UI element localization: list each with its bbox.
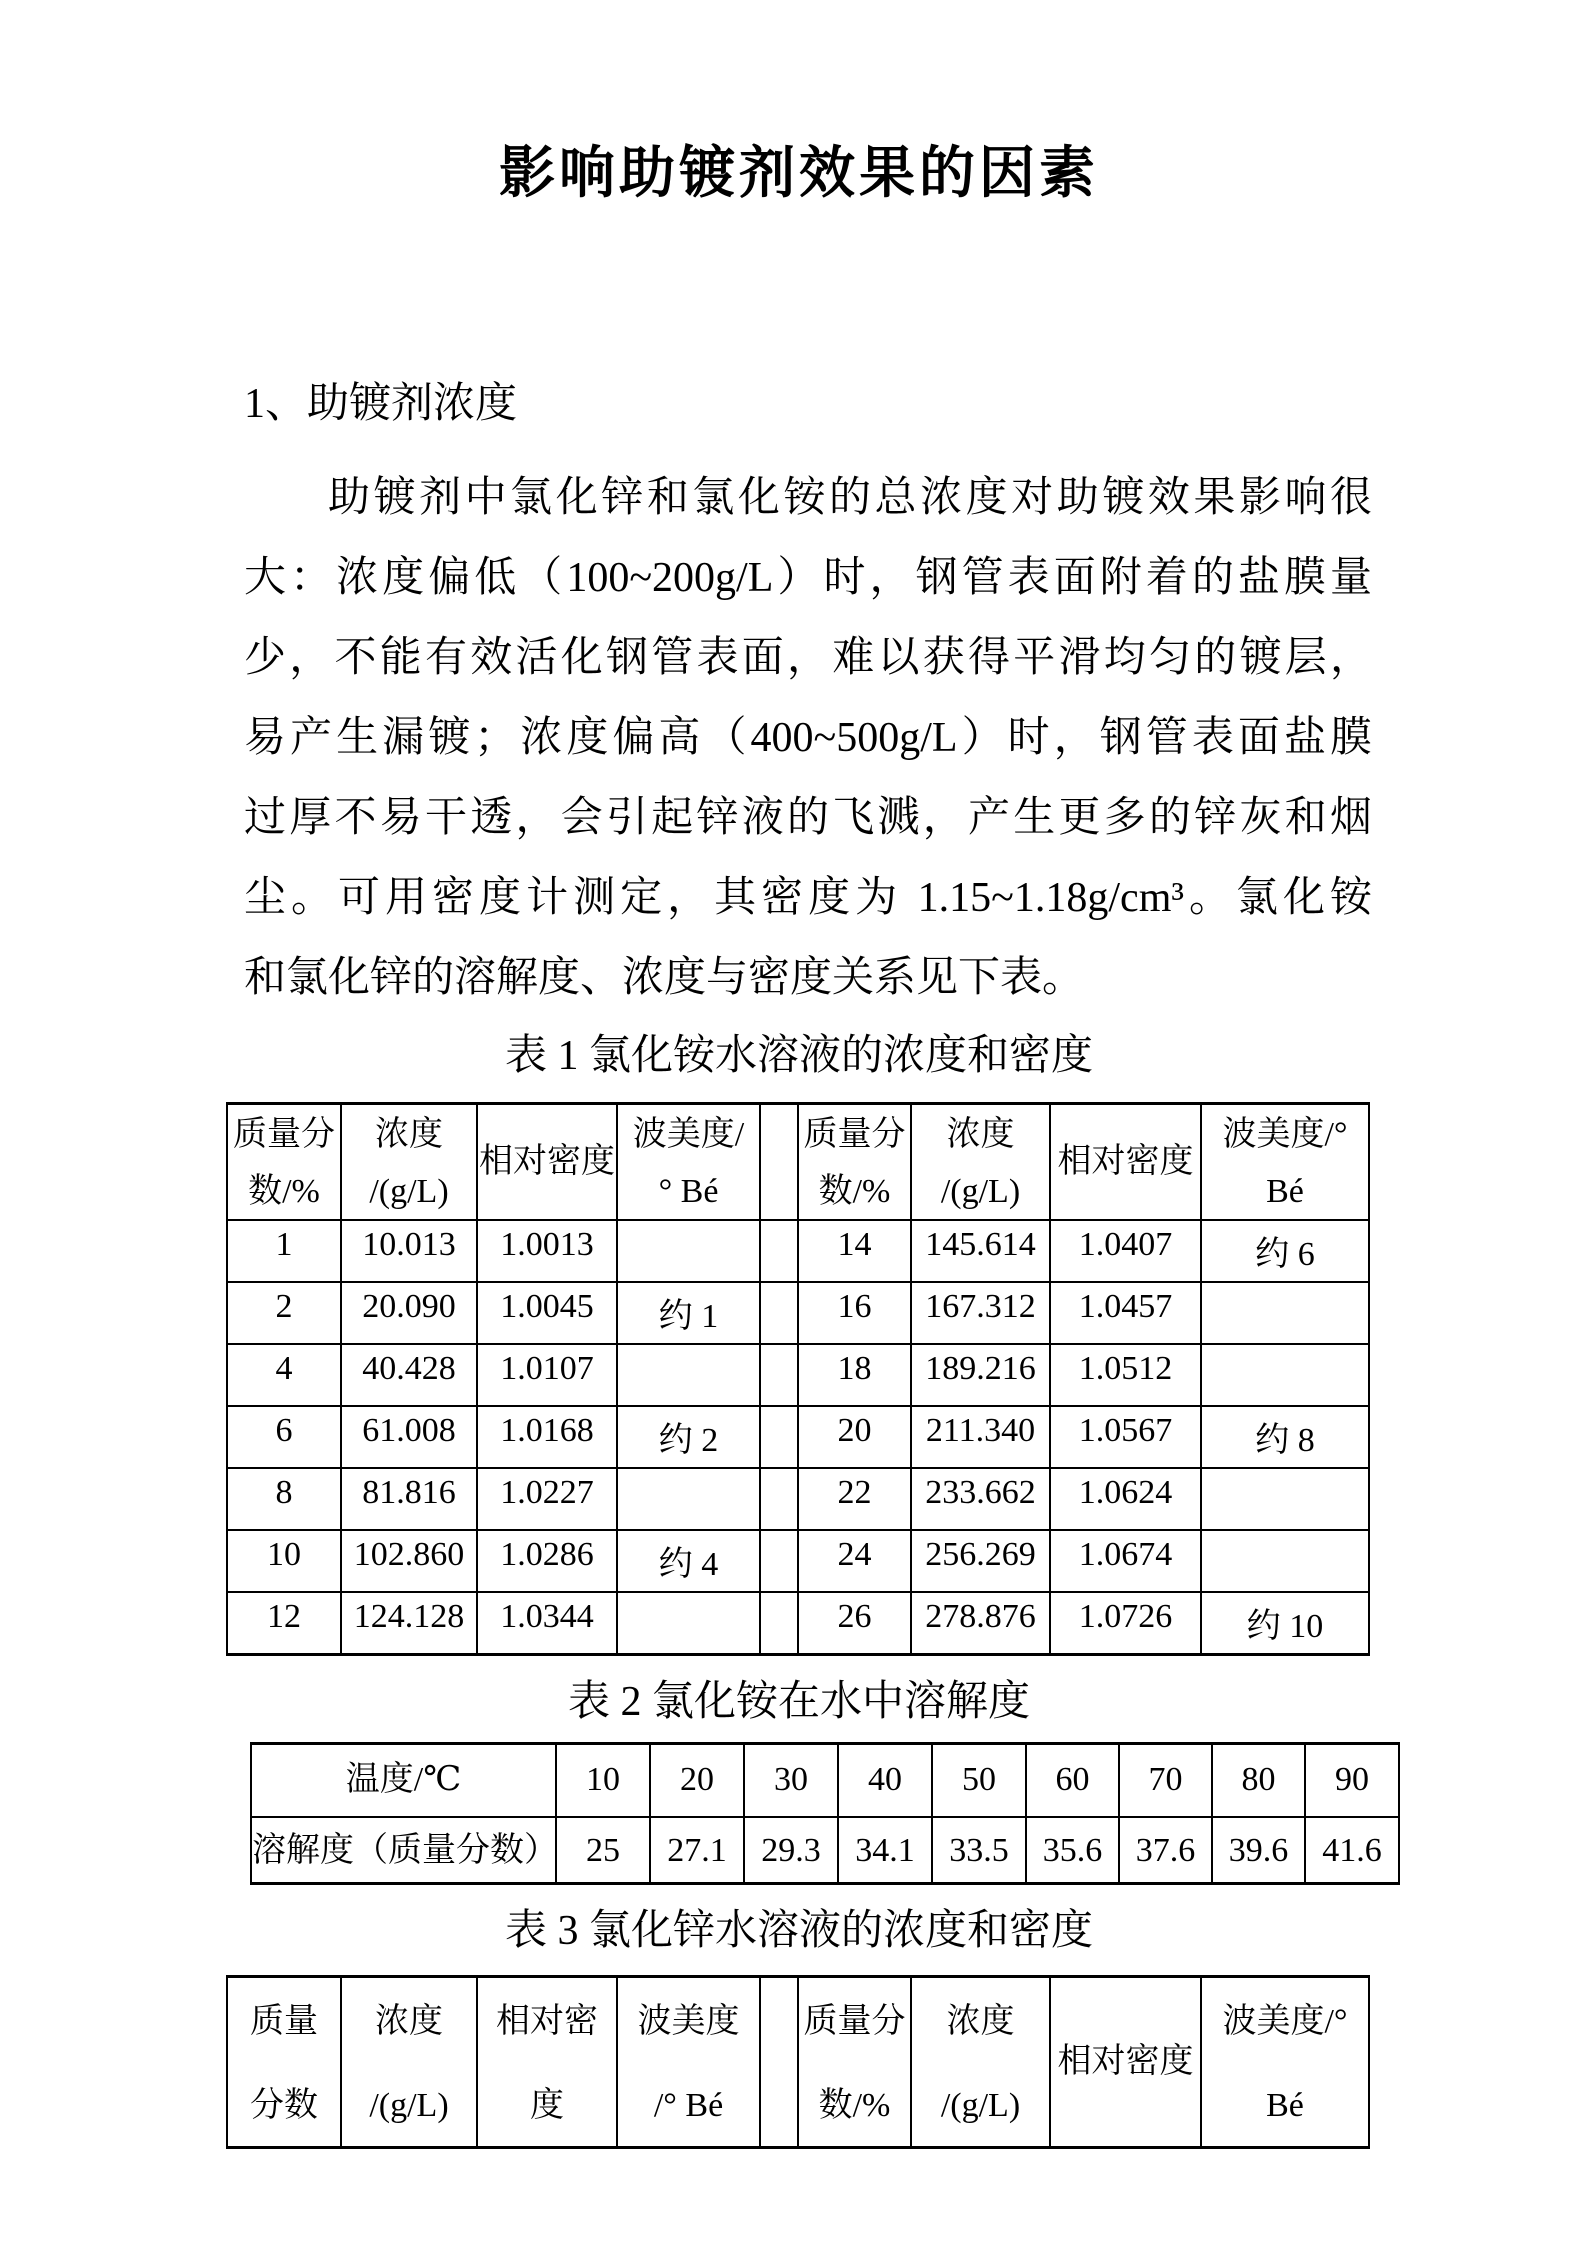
table-cell: 20 xyxy=(798,1406,911,1468)
table-cell: 10 xyxy=(227,1530,341,1592)
table-cell: 189.216 xyxy=(911,1344,1050,1406)
table-cell: 18 xyxy=(798,1344,911,1406)
table3-header-row xyxy=(227,1976,1369,2147)
table-cell: 61.008 xyxy=(341,1406,477,1468)
table-cell: 39.6 xyxy=(1212,1817,1305,1883)
table-cell: 24 xyxy=(798,1530,911,1592)
paragraph-line: 少，不能有效活化钢管表面，难以获得平滑均匀的镀层， xyxy=(244,635,1372,681)
table-row xyxy=(227,1406,1369,1468)
table-cell: 102.860 xyxy=(341,1530,477,1592)
table-cell: 1.0407 xyxy=(1050,1220,1201,1282)
table-cell: 约 10 xyxy=(1201,1592,1369,1654)
table-header-cell: 浓度 /(g/L) xyxy=(341,1976,477,2147)
table-row xyxy=(227,1592,1369,1654)
table-cell: 124.128 xyxy=(341,1592,477,1654)
table-header-cell: 60 xyxy=(1026,1743,1119,1817)
table-row xyxy=(227,1530,1369,1592)
table-cell xyxy=(617,1468,760,1530)
table2-ammonium-chloride-solubility xyxy=(250,1742,1400,1885)
table-cell: 233.662 xyxy=(911,1468,1050,1530)
table-cell: 4 xyxy=(227,1344,341,1406)
table-cell xyxy=(617,1220,760,1282)
table-cell: 29.3 xyxy=(744,1817,838,1883)
table-cell: 22 xyxy=(798,1468,911,1530)
table-cell: 33.5 xyxy=(932,1817,1026,1883)
table-cell: 34.1 xyxy=(838,1817,932,1883)
table-cell: 10.013 xyxy=(341,1220,477,1282)
table-spacer-cell xyxy=(760,1282,798,1344)
table2-header-row xyxy=(251,1743,1399,1817)
document-content xyxy=(0,138,1587,2149)
body-paragraph xyxy=(226,458,1372,1018)
table-cell: 1.0344 xyxy=(477,1592,617,1654)
table-header-cell: 90 xyxy=(1305,1743,1399,1817)
table-header-cell: 质量分 数/% xyxy=(227,1104,341,1221)
paragraph-line: 和氯化锌的溶解度、浓度与密度关系见下表。 xyxy=(244,955,1085,1001)
table-cell: 25 xyxy=(556,1817,650,1883)
table-cell: 约 1 xyxy=(617,1282,760,1344)
table-cell xyxy=(617,1592,760,1654)
table-cell: 1.0512 xyxy=(1050,1344,1201,1406)
table-header-cell: 温度/℃ xyxy=(251,1743,556,1817)
table1-header-row xyxy=(227,1104,1369,1221)
table-cell: 约 4 xyxy=(617,1530,760,1592)
table-cell: 81.816 xyxy=(341,1468,477,1530)
table-cell: 41.6 xyxy=(1305,1817,1399,1883)
table-header-cell: 相对密 度 xyxy=(477,1976,617,2147)
table-header-cell: 30 xyxy=(744,1743,838,1817)
paragraph-line: 易产生漏镀；浓度偏高（400~500g/L）时，钢管表面盐膜 xyxy=(244,715,1372,761)
table-row xyxy=(227,1282,1369,1344)
table-cell: 约 6 xyxy=(1201,1220,1369,1282)
table-spacer-cell xyxy=(760,1468,798,1530)
table-header-cell: 质量分 数/% xyxy=(798,1104,911,1221)
table-cell xyxy=(1201,1530,1369,1592)
table-cell: 1.0457 xyxy=(1050,1282,1201,1344)
table-header-cell: 40 xyxy=(838,1743,932,1817)
table-cell: 167.312 xyxy=(911,1282,1050,1344)
paragraph-line: 尘。可用密度计测定，其密度为 1.15~1.18g/cm³。氯化铵 xyxy=(244,875,1372,921)
section-heading: 1、助镀剂浓度 xyxy=(244,381,518,427)
table-cell: 1.0045 xyxy=(477,1282,617,1344)
table-header-cell: 波美度/ ° Bé xyxy=(617,1104,760,1221)
table3-zinc-chloride-concentration-density xyxy=(226,1975,1370,2149)
table-header-cell: 浓度 /(g/L) xyxy=(911,1104,1050,1221)
table-header-cell: 70 xyxy=(1119,1743,1212,1817)
table-cell: 1.0674 xyxy=(1050,1530,1201,1592)
table-spacer-cell xyxy=(760,1592,798,1654)
table-cell: 40.428 xyxy=(341,1344,477,1406)
table-cell: 约 8 xyxy=(1201,1406,1369,1468)
table1-caption: 表 1 氯化铵水溶液的浓度和密度 xyxy=(504,1033,1093,1079)
paragraph-line: 过厚不易干透，会引起锌液的飞溅，产生更多的锌灰和烟 xyxy=(244,795,1372,841)
table-header-cell: 质量分 数/% xyxy=(798,1976,911,2147)
table-cell: 12 xyxy=(227,1592,341,1654)
table3-caption: 表 3 氯化锌水溶液的浓度和密度 xyxy=(504,1907,1093,1954)
table-header-cell: 50 xyxy=(932,1743,1026,1817)
table-cell: 211.340 xyxy=(911,1406,1050,1468)
table-spacer-cell xyxy=(760,1344,798,1406)
paragraph-line: 大：浓度偏低（100~200g/L）时，钢管表面附着的盐膜量 xyxy=(244,555,1372,601)
page-title: 影响助镀剂效果的因素 xyxy=(499,143,1099,205)
table-spacer-cell xyxy=(760,1220,798,1282)
table-cell: 26 xyxy=(798,1592,911,1654)
table-cell: 256.269 xyxy=(911,1530,1050,1592)
table-spacer-cell xyxy=(760,1530,798,1592)
table-header-cell: 波美度 /° Bé xyxy=(617,1976,760,2147)
table-cell xyxy=(1201,1282,1369,1344)
table-cell: 1.0013 xyxy=(477,1220,617,1282)
table-cell: 14 xyxy=(798,1220,911,1282)
table-header-cell: 10 xyxy=(556,1743,650,1817)
table-cell: 2 xyxy=(227,1282,341,1344)
table-cell: 145.614 xyxy=(911,1220,1050,1282)
table-header-cell: 相对密度 xyxy=(1050,1104,1201,1221)
table-cell xyxy=(617,1344,760,1406)
table-cell: 27.1 xyxy=(650,1817,744,1883)
table-spacer-cell xyxy=(760,1976,798,2147)
table-cell: 6 xyxy=(227,1406,341,1468)
table-header-cell: 浓度 /(g/L) xyxy=(341,1104,477,1221)
table-cell: 1.0286 xyxy=(477,1530,617,1592)
table-cell: 35.6 xyxy=(1026,1817,1119,1883)
table-row xyxy=(251,1817,1399,1883)
table-header-cell: 波美度/° Bé xyxy=(1201,1976,1369,2147)
table-spacer-cell xyxy=(760,1406,798,1468)
table-header-cell: 浓度 /(g/L) xyxy=(911,1976,1050,2147)
table-cell: 278.876 xyxy=(911,1592,1050,1654)
table-cell: 1.0107 xyxy=(477,1344,617,1406)
table-cell: 8 xyxy=(227,1468,341,1530)
table-cell: 16 xyxy=(798,1282,911,1344)
table-cell: 37.6 xyxy=(1119,1817,1212,1883)
table-header-cell: 相对密度 xyxy=(1050,1976,1201,2147)
table-cell: 溶解度（质量分数） xyxy=(251,1817,556,1883)
table-header-cell: 80 xyxy=(1212,1743,1305,1817)
table-cell: 1 xyxy=(227,1220,341,1282)
table-spacer-cell xyxy=(760,1104,798,1221)
table-row xyxy=(227,1468,1369,1530)
table-header-cell: 波美度/° Bé xyxy=(1201,1104,1369,1221)
table-header-cell: 20 xyxy=(650,1743,744,1817)
table-row xyxy=(227,1344,1369,1406)
table-cell xyxy=(1201,1344,1369,1406)
table-cell: 20.090 xyxy=(341,1282,477,1344)
table-cell: 1.0168 xyxy=(477,1406,617,1468)
table1-ammonium-chloride-concentration-density xyxy=(226,1102,1370,1656)
table-cell: 约 2 xyxy=(617,1406,760,1468)
paragraph-line: 助镀剂中氯化锌和氯化铵的总浓度对助镀效果影响很 xyxy=(328,475,1372,521)
table-cell: 1.0567 xyxy=(1050,1406,1201,1468)
table-cell xyxy=(1201,1468,1369,1530)
table-cell: 1.0726 xyxy=(1050,1592,1201,1654)
table-cell: 1.0227 xyxy=(477,1468,617,1530)
table-cell: 1.0624 xyxy=(1050,1468,1201,1530)
table-header-cell: 相对密度 xyxy=(477,1104,617,1221)
table-row xyxy=(227,1220,1369,1282)
table2-caption: 表 2 氯化铵在水中溶解度 xyxy=(567,1678,1030,1725)
table-header-cell: 质量 分数 xyxy=(227,1976,341,2147)
